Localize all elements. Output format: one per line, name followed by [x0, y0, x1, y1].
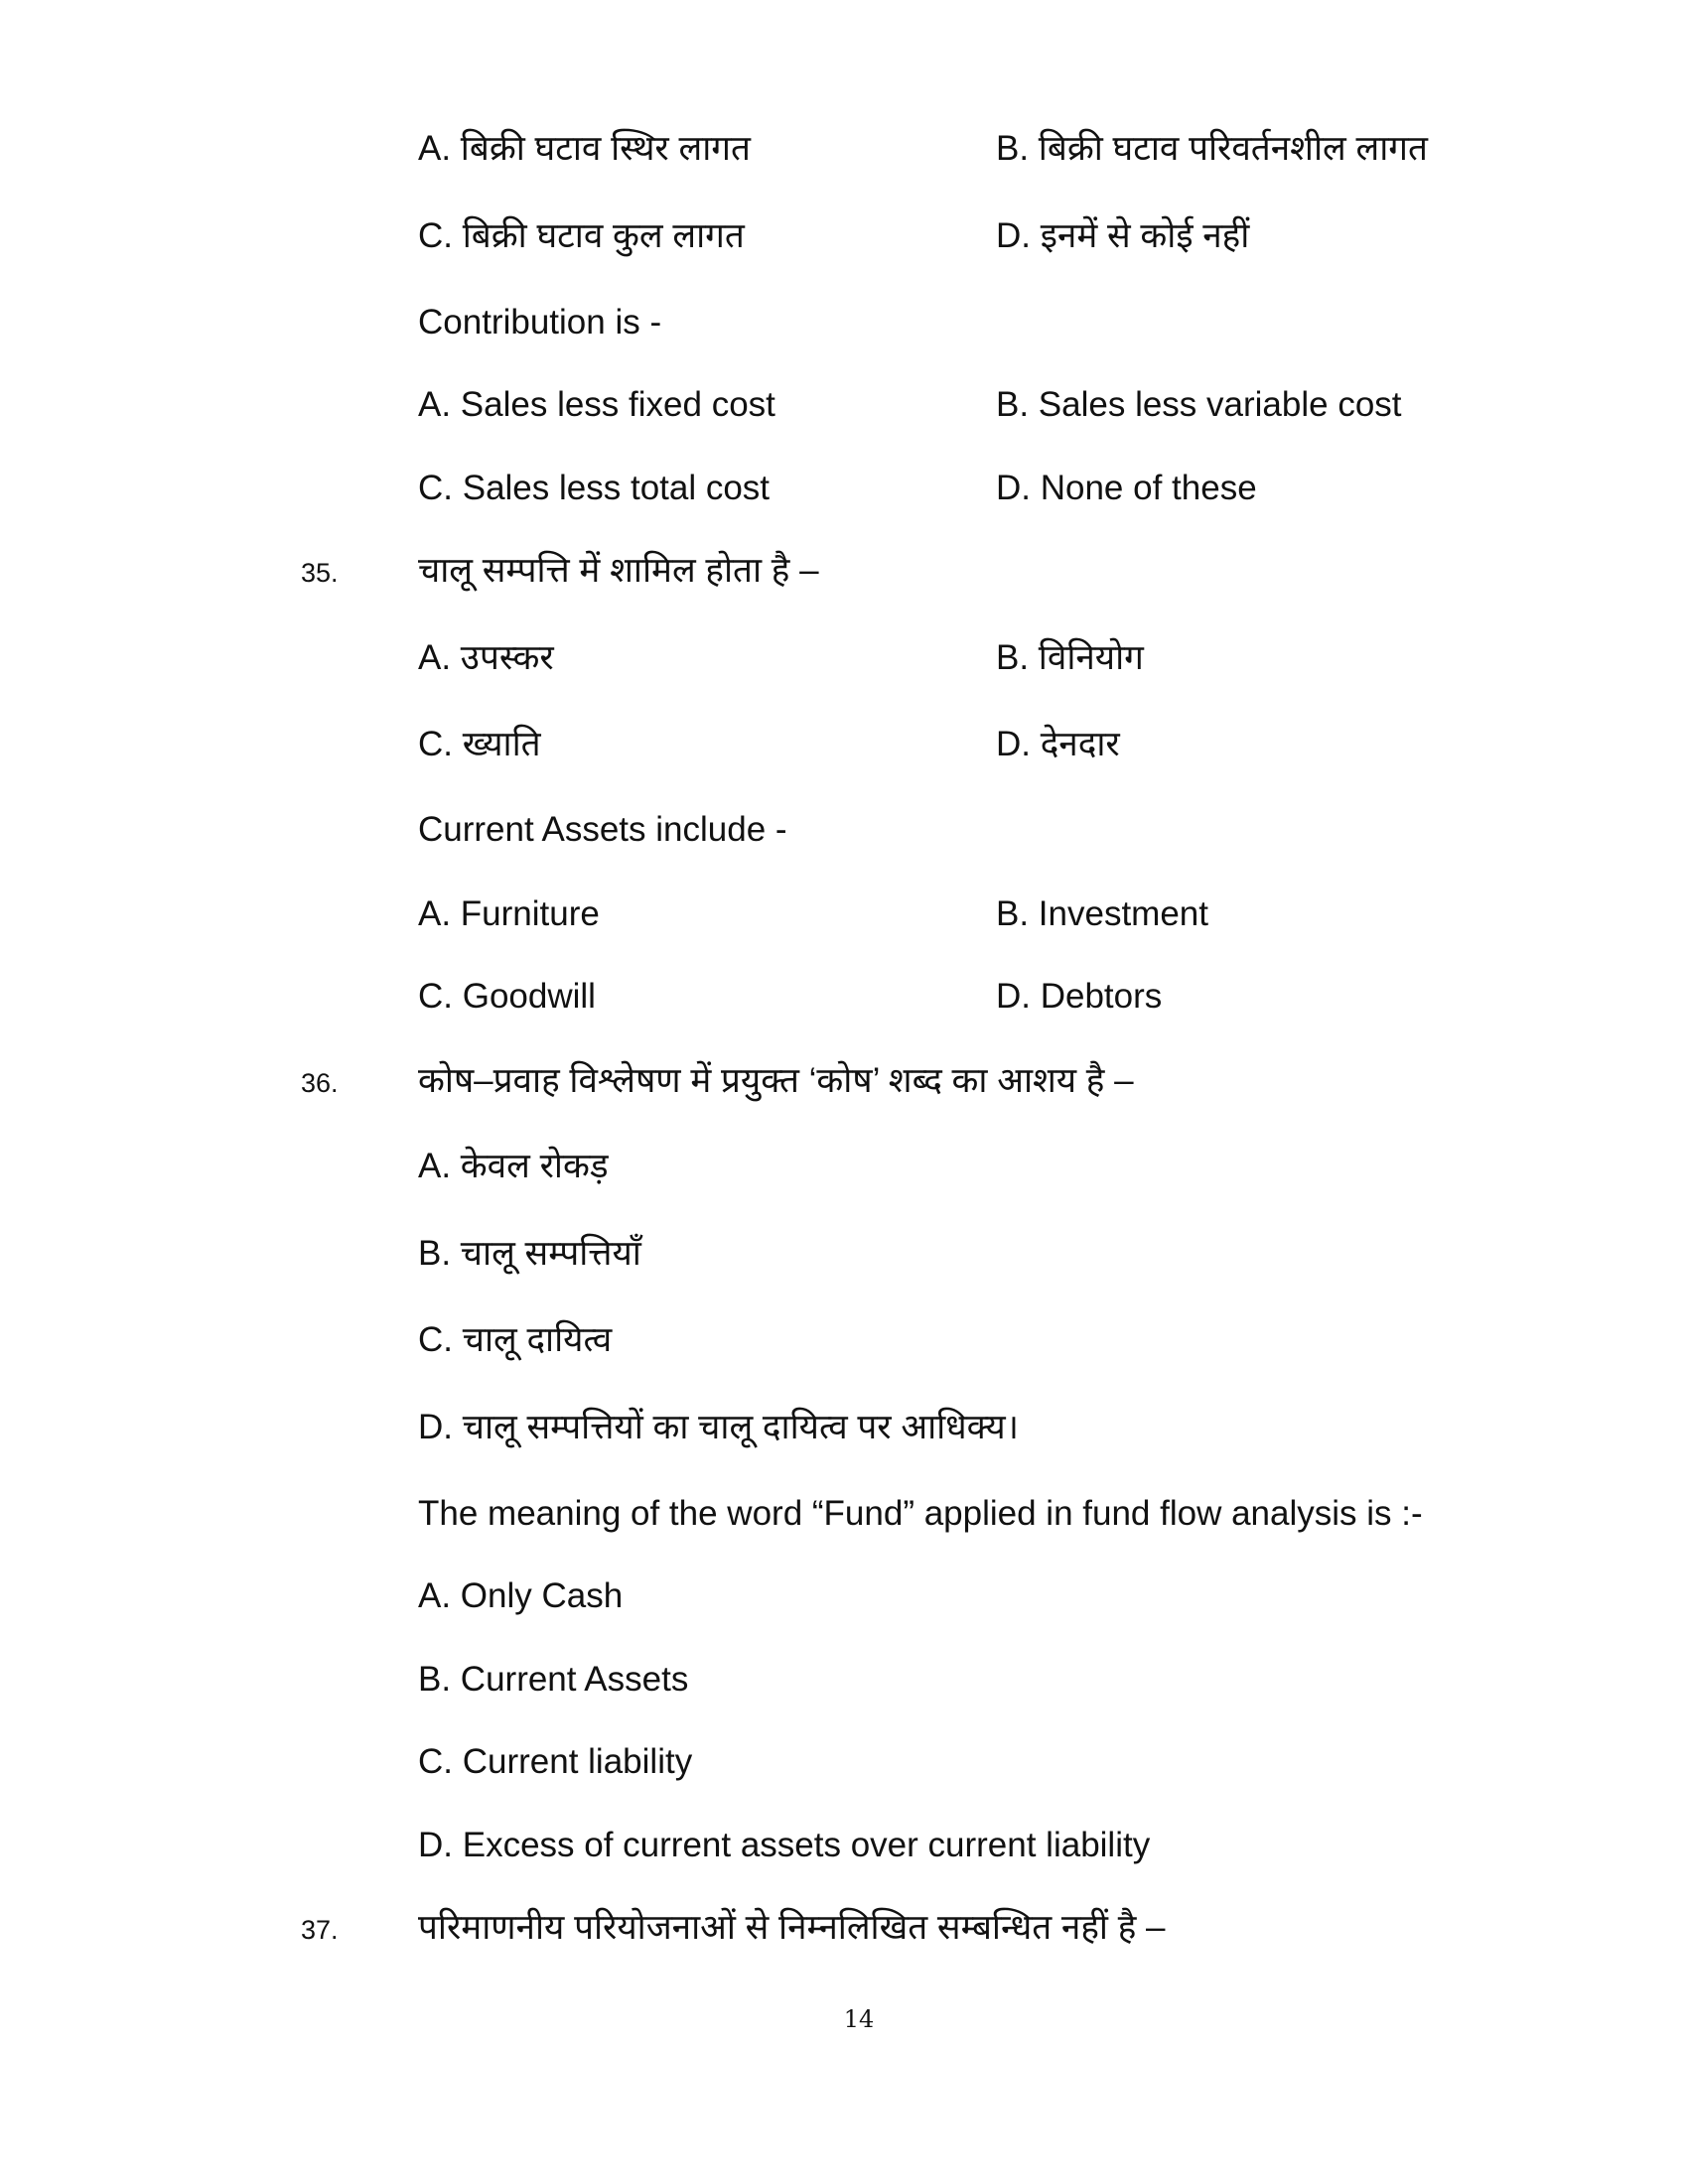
q34-hi-option-d: D. इनमें से कोई नहीं — [996, 216, 1250, 255]
q35-number: 35. — [301, 558, 339, 588]
q36-hi-option-b: B. चालू सम्पत्तियाँ — [418, 1234, 641, 1273]
q34-en-option-a: A. Sales less fixed cost — [418, 385, 775, 424]
q34-en-option-b: B. Sales less variable cost — [996, 385, 1402, 424]
q34-en-question: Contribution is - — [418, 303, 662, 341]
q34-en-option-d: D. None of these — [996, 469, 1257, 507]
q35-hi-option-d: D. देनदार — [996, 725, 1120, 763]
q35-en-option-a: A. Furniture — [418, 894, 600, 933]
q35-en-option-b: B. Investment — [996, 894, 1208, 933]
q36-en-option-d: D. Excess of current assets over current liability — [418, 1826, 1151, 1864]
q36-hi-option-d: D. चालू सम्पत्तियों का चालू दायित्व पर आधिक्य। — [418, 1408, 1019, 1446]
q36-hi-option-a: A. केवल रोकड़ — [418, 1147, 609, 1185]
q34-en-option-c: C. Sales less total cost — [418, 469, 771, 507]
q37-number: 37. — [301, 1915, 339, 1945]
q34-hi-option-a: A. बिक्री घटाव स्थिर लागत — [418, 129, 751, 168]
q36-hi-question: कोष–प्रवाह विश्लेषण में प्रयुक्त ‘कोष’ शब्द का आशय है – — [418, 1061, 1134, 1100]
q37-hi-question: परिमाणनीय परियोजनाओं से निम्नलिखित सम्बन्धित नहीं है – — [418, 1908, 1166, 1947]
q36-en-option-b: B. Current Assets — [418, 1660, 689, 1699]
q34-hi-option-c: C. बिक्री घटाव कुल लागत — [418, 216, 745, 255]
q35-en-question: Current Assets include - — [418, 810, 787, 849]
q36-en-option-a: A. Only Cash — [418, 1576, 624, 1615]
q36-hi-option-c: C. चालू दायित्व — [418, 1320, 613, 1359]
q35-en-option-d: D. Debtors — [996, 977, 1163, 1016]
q35-hi-question: चालू सम्पत्ति में शामिल होता है – — [418, 551, 819, 590]
q35-hi-option-b: B. विनियोग — [996, 638, 1144, 677]
q36-en-option-c: C. Current liability — [418, 1742, 693, 1781]
page-number: 14 — [843, 2005, 875, 2033]
q36-number: 36. — [301, 1068, 339, 1098]
q35-en-option-c: C. Goodwill — [418, 977, 596, 1016]
q34-hi-option-b: B. बिक्री घटाव परिवर्तनशील लागत — [996, 129, 1428, 168]
q35-hi-option-a: A. उपस्कर — [418, 638, 554, 677]
q35-hi-option-c: C. ख्याति — [418, 725, 541, 763]
q36-en-question: The meaning of the word “Fund” applied in fund flow analysis is :- — [418, 1494, 1423, 1533]
